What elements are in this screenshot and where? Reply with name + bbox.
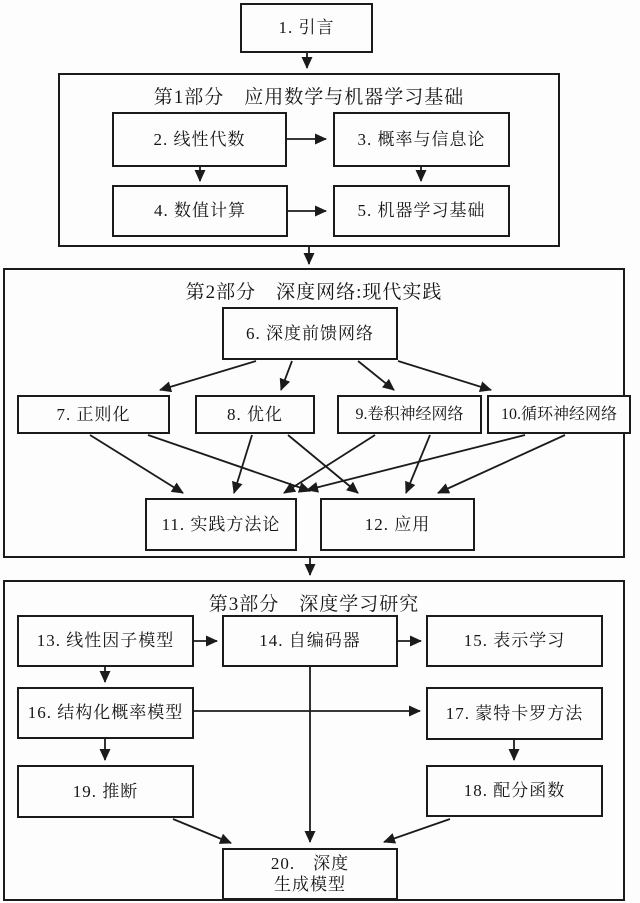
node-label: 20. 深度 生成模型: [270, 853, 350, 894]
node-label: 3. 概率与信息论: [357, 129, 486, 149]
node-label: 10.循环神经网络: [500, 405, 617, 423]
node-label: 12. 应用: [364, 514, 431, 534]
node-ch17-monte-carlo-methods: [426, 687, 603, 740]
part2-title: 第2部分 深度网络:现代实践: [185, 282, 443, 303]
node-ch1-introduction: [240, 3, 373, 53]
node-label: 2. 线性代数: [153, 129, 246, 149]
node-label: 14. 自编码器: [259, 631, 361, 651]
node-label: 13. 线性因子模型: [36, 631, 175, 651]
node-ch7-regularization: [17, 395, 170, 434]
node-label: 15. 表示学习: [463, 631, 566, 651]
node-ch12-applications: [320, 498, 475, 551]
node-ch19-inference: [17, 765, 194, 818]
node-ch4-numerical-computation: [112, 185, 288, 237]
node-label: 1. 引言: [278, 18, 335, 38]
node-ch16-structured-probabilistic-models: [17, 687, 194, 739]
node-ch15-representation-learning: [426, 615, 603, 667]
node-ch8-optimization: [195, 395, 315, 434]
node-label: 5. 机器学习基础: [357, 201, 486, 221]
node-label: 18. 配分函数: [463, 781, 566, 801]
node-ch10-recurrent-networks: [487, 395, 631, 434]
node-ch5-machine-learning-basics: [333, 185, 510, 237]
node-ch14-autoencoders: [222, 615, 398, 667]
node-label: 16. 结构化概率模型: [27, 703, 184, 723]
node-ch13-linear-factor-models: [17, 615, 194, 667]
node-ch20-deep-generative-models: [222, 848, 398, 900]
node-ch6-deep-feedforward-networks: [222, 307, 398, 360]
node-ch11-practical-methodology: [145, 498, 297, 551]
part1-title: 第1部分 应用数学与机器学习基础: [153, 87, 465, 108]
part3-title: 第3部分 深度学习研究: [208, 594, 420, 615]
node-label: 11. 实践方法论: [161, 514, 281, 534]
node-label: 9.卷积神经网络: [355, 405, 464, 423]
node-ch9-convolutional-networks: [337, 395, 482, 434]
node-label: 19. 推断: [72, 781, 139, 801]
node-label: 8. 优化: [227, 404, 283, 424]
node-label: 7. 正则化: [56, 404, 131, 424]
node-ch3-probability-information-theory: [333, 112, 510, 167]
node-ch2-linear-algebra: [112, 112, 287, 167]
node-label: 17. 蒙特卡罗方法: [445, 703, 584, 723]
node-label: 4. 数值计算: [154, 201, 246, 221]
node-label: 6. 深度前馈网络: [246, 323, 374, 343]
node-ch18-partition-function: [426, 765, 603, 817]
